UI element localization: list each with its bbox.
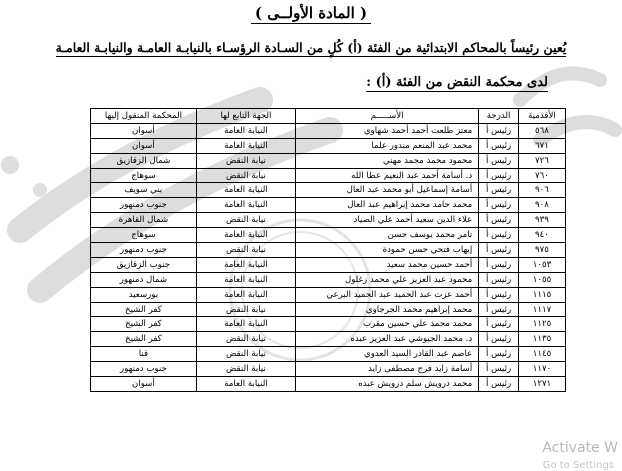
cell-name: محمد محمد علي حسين مقرب <box>296 317 479 332</box>
header-seniority: الأقدمية <box>518 109 565 124</box>
cell-rank: رئيس أ <box>479 377 519 392</box>
cell-affiliated-body: النيابة العامة <box>196 257 295 272</box>
subtitle-text: لدى محكمة النقض من الفئة (أ) : <box>366 75 548 90</box>
table-row <box>91 362 566 377</box>
cell-rank: رئيس أ <box>479 198 519 213</box>
cell-seniority: ١٢٧١ <box>518 377 565 392</box>
cell-affiliated-body: النيابة العامة <box>196 317 295 332</box>
decree-line <box>0 40 622 55</box>
cell-affiliated-body: نيابة النقض <box>196 168 295 183</box>
appointments-table <box>90 108 566 392</box>
table-row <box>91 243 566 258</box>
cell-rank: رئيس أ <box>479 228 519 243</box>
cell-seniority: ١١٤٥ <box>518 347 565 362</box>
table-row <box>91 377 566 392</box>
activate-windows-text: Activate W <box>542 440 618 456</box>
cell-affiliated-body: النيابة العامة <box>196 287 295 302</box>
decree-line-text: يُعين رئيساً بالمحاكم الابتدائية من الفئة (أ) كُلٍ من السـادة الرؤسـاء بالنيابـة العامـة والنيابـة العامـة <box>55 40 567 55</box>
cell-affiliated-body: نيابة النقض <box>196 302 295 317</box>
article-title <box>0 4 622 22</box>
table-row <box>91 332 566 347</box>
cell-transferred-court: أسوان <box>91 123 197 138</box>
cell-seniority: ١١٢٥ <box>518 317 565 332</box>
cell-seniority: ١١٣٥ <box>518 332 565 347</box>
cell-transferred-court: شمال القاهرة <box>91 213 197 228</box>
table-row <box>91 168 566 183</box>
table-body <box>91 123 566 391</box>
cell-name: عاصم عبد القادر السيد العدوي <box>296 347 479 362</box>
subtitle <box>366 75 548 90</box>
table-row <box>91 347 566 362</box>
cell-rank: رئيس أ <box>479 213 519 228</box>
cell-rank: رئيس أ <box>479 123 519 138</box>
cell-seniority: ٦٧١ <box>518 138 565 153</box>
cell-affiliated-body: نيابة النقض <box>196 243 295 258</box>
cell-name: أحمد عزت عبد الحميد عبد الحميد البرعي <box>296 287 479 302</box>
table-row <box>91 183 566 198</box>
cell-affiliated-body: نيابة النقض <box>196 362 295 377</box>
cell-name: محمود عبد العزيز علي محمد زغلول <box>296 272 479 287</box>
cell-affiliated-body: نيابة النقض <box>196 153 295 168</box>
cell-name: محمد إبراهيم محمد الجرجاوي <box>296 302 479 317</box>
cell-name: أحمد حسين محمد سعيد <box>296 257 479 272</box>
cell-transferred-court: جنوب دمنهور <box>91 243 197 258</box>
cell-transferred-court: أسوان <box>91 138 197 153</box>
cell-affiliated-body: النيابة العامة <box>196 377 295 392</box>
header-affiliated-body: الجهة التابع لها <box>196 109 295 124</box>
cell-seniority: ٧٢٦ <box>518 153 565 168</box>
cell-seniority: ٩٧٥ <box>518 243 565 258</box>
cell-seniority: ١٠٥٣ <box>518 257 565 272</box>
cell-seniority: ٥٦٨ <box>518 123 565 138</box>
cell-seniority: ٩٠٦ <box>518 183 565 198</box>
cell-transferred-court: سوهاج <box>91 228 197 243</box>
cell-name: تامر محمد يوسف حسن <box>296 228 479 243</box>
cell-transferred-court: أسوان <box>91 377 197 392</box>
cell-seniority: ٩٠٨ <box>518 198 565 213</box>
cell-affiliated-body: النيابة العامة <box>196 123 295 138</box>
cell-transferred-court: شمال الزقازيق <box>91 153 197 168</box>
cell-name: محمد عبد المنعم مندور علما <box>296 138 479 153</box>
cell-transferred-court: قنا <box>91 347 197 362</box>
cell-name: معتز طلعت أحمد أحمد شهاوي <box>296 123 479 138</box>
cell-seniority: ١١٧٠ <box>518 362 565 377</box>
cell-rank: رئيس أ <box>479 317 519 332</box>
header-name: الأســـــم <box>296 109 479 124</box>
cell-rank: رئيس أ <box>479 362 519 377</box>
cell-transferred-court: سوهاج <box>91 168 197 183</box>
go-to-settings-text: Go to Settings <box>542 460 614 471</box>
table-row <box>91 317 566 332</box>
cell-rank: رئيس أ <box>479 287 519 302</box>
cell-rank: رئيس أ <box>479 332 519 347</box>
cell-rank: رئيس أ <box>479 272 519 287</box>
cell-transferred-court: جنوب الزقازيق <box>91 257 197 272</box>
table-row <box>91 198 566 213</box>
cell-seniority: ١١١٥ <box>518 287 565 302</box>
cell-name: محمود محمد محمد مهني <box>296 153 479 168</box>
table-row <box>91 272 566 287</box>
table-row <box>91 287 566 302</box>
cell-transferred-court: بورسعيد <box>91 287 197 302</box>
table-row <box>91 213 566 228</box>
cell-affiliated-body: النيابة العامة <box>196 228 295 243</box>
article-title-text: ( المادة الأولــى ) <box>251 4 371 24</box>
cell-name: أسامة إسماعيل أبو محمد عبد العال <box>296 183 479 198</box>
cell-seniority: ٩٤٠ <box>518 228 565 243</box>
cell-name: أسامة زايد فرج مصطفى زايد <box>296 362 479 377</box>
cell-transferred-court: كفر الشيخ <box>91 302 197 317</box>
table-row <box>91 123 566 138</box>
table-row <box>91 153 566 168</box>
cell-seniority: ١١١٧ <box>518 302 565 317</box>
cell-transferred-court: شمال دمنهور <box>91 272 197 287</box>
cell-rank: رئيس أ <box>479 302 519 317</box>
cell-transferred-court: كفر الشيخ <box>91 317 197 332</box>
cell-seniority: ١٠٥٥ <box>518 272 565 287</box>
cell-rank: رئيس أ <box>479 243 519 258</box>
cell-transferred-court: بني سويف <box>91 183 197 198</box>
cell-name: د. محمد الجيوشي عبد العزيز عبده <box>296 332 479 347</box>
cell-affiliated-body: نيابة النقض <box>196 347 295 362</box>
table-header-row <box>91 109 566 124</box>
cell-rank: رئيس أ <box>479 153 519 168</box>
header-transferred-court: المحكمة المنقول إليها <box>91 109 197 124</box>
cell-affiliated-body: النيابة العامة <box>196 198 295 213</box>
cell-name: محمد درويش سلم درويش عبده <box>296 377 479 392</box>
cell-seniority: ٩٣٩ <box>518 213 565 228</box>
cell-name: د. أسامة أحمد عبد النعيم عطا الله <box>296 168 479 183</box>
cell-name: إيهاب فتحي حسن حمودة <box>296 243 479 258</box>
cell-rank: رئيس أ <box>479 183 519 198</box>
cell-rank: رئيس أ <box>479 257 519 272</box>
cell-rank: رئيس أ <box>479 168 519 183</box>
table-row <box>91 257 566 272</box>
cell-affiliated-body: النيابة العامة <box>196 138 295 153</box>
cell-affiliated-body: نيابة النقض <box>196 213 295 228</box>
cell-rank: رئيس أ <box>479 138 519 153</box>
cell-name: محمد حامد محمد إبراهيم عبد العال <box>296 198 479 213</box>
table-row <box>91 228 566 243</box>
cell-rank: رئيس أ <box>479 347 519 362</box>
cell-seniority: ٧٦٠ <box>518 168 565 183</box>
cell-transferred-court: جنوب دمنهور <box>91 362 197 377</box>
cell-affiliated-body: النيابة العامة <box>196 272 295 287</box>
cell-transferred-court: جنوب دمنهور <box>91 198 197 213</box>
table-row <box>91 138 566 153</box>
cell-name: علاء الدين سعيد أحمد علي الصياد <box>296 213 479 228</box>
cell-affiliated-body: نيابة النقض <box>196 332 295 347</box>
header-rank: الدرجة <box>479 109 519 124</box>
cell-transferred-court: كفر الشيخ <box>91 332 197 347</box>
table-row <box>91 302 566 317</box>
cell-affiliated-body: النيابة العامة <box>196 183 295 198</box>
